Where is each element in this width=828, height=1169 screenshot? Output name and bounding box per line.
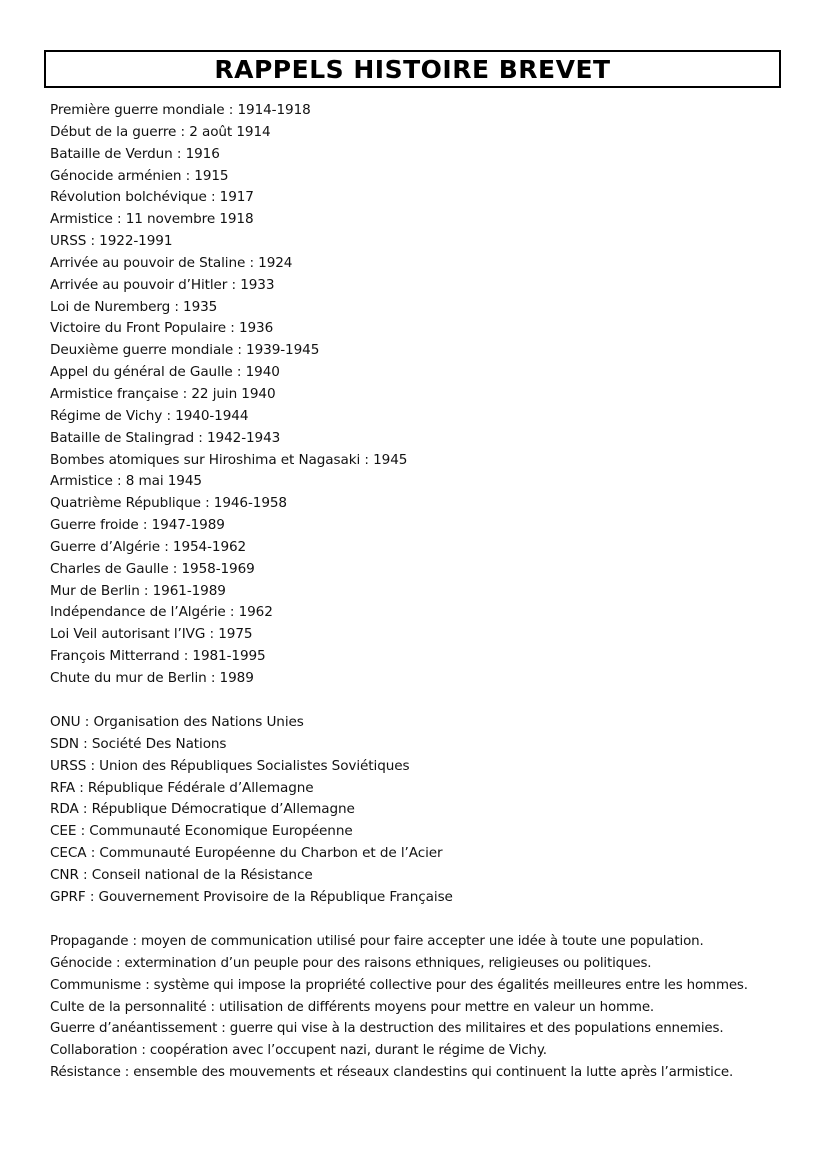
date-item: Deuxième guerre mondiale : 1939-1945 [50, 342, 320, 359]
definition-item: Propagande : moyen de communication utilisé pour faire accepter une idée à toute une population. [50, 934, 704, 949]
date-item: Première guerre mondiale : 1914-1918 [50, 102, 311, 118]
date-item: Appel du général de Gaulle : 1940 [50, 364, 280, 381]
acronym-item: SDN : Société Des Nations [50, 735, 227, 752]
date-item: Début de la guerre : 2 août 1914 [50, 123, 271, 140]
definition-item: Guerre d’anéantissement : guerre qui vise à la destruction des militaires et des populations ennemies. [50, 1021, 724, 1037]
acronym-item: CEE : Communauté Economique Européenne [50, 823, 353, 840]
date-item: Armistice : 11 novembre 1918 [50, 211, 254, 228]
acronym-item: CECA : Communauté Européenne du Charbon et de l’Acier [50, 845, 443, 862]
date-item: Guerre froide : 1947-1989 [50, 517, 225, 534]
date-item: Bataille de Verdun : 1916 [50, 145, 220, 162]
definition-item: Communisme : système qui impose la propriété collective pour des égalités meilleures entre les hommes. [50, 977, 748, 993]
date-item: Charles de Gaulle : 1958-1969 [50, 560, 255, 577]
date-item: Quatrième République : 1946-1958 [50, 495, 287, 512]
definition-item: Collaboration : coopération avec l’occupent nazi, durant le régime de Vichy. [50, 1043, 547, 1059]
acronym-item: ONU : Organisation des Nations Unies [50, 714, 304, 730]
date-item: Armistice : 8 mai 1945 [50, 473, 202, 490]
definition-item: Génocide : extermination d’un peuple pour des raisons ethniques, religieuses ou politiques. [50, 955, 652, 971]
date-item: Loi de Nuremberg : 1935 [50, 298, 218, 315]
date-item: François Mitterrand : 1981-1995 [50, 648, 266, 665]
acronyms-list [50, 712, 453, 909]
date-item: Arrivée au pouvoir de Staline : 1924 [50, 254, 293, 271]
definitions-list [50, 931, 748, 1084]
date-item: URSS : 1922-1991 [50, 233, 173, 250]
date-item: Guerre d’Algérie : 1954-1962 [50, 538, 247, 555]
date-item: Régime de Vichy : 1940-1944 [50, 407, 249, 424]
acronym-item: GPRF : Gouvernement Provisoire de la République Française [50, 888, 453, 905]
title-box [44, 50, 781, 88]
date-item: Indépendance de l’Algérie : 1962 [50, 604, 273, 621]
dates-list [50, 100, 407, 690]
definition-item: Résistance : ensemble des mouvements et réseaux clandestins qui continuent la lutte après l’armistice. [50, 1065, 734, 1081]
date-item: Révolution bolchévique : 1917 [50, 189, 254, 206]
acronym-item: RFA : République Fédérale d’Allemagne [50, 779, 314, 796]
date-item: Bombes atomiques sur Hiroshima et Nagasaki : 1945 [50, 451, 408, 468]
acronym-item: RDA : République Démocratique d’Allemagne [50, 801, 355, 818]
date-item: Armistice française : 22 juin 1940 [50, 385, 276, 402]
definition-item: Culte de la personnalité : utilisation de différents moyens pour mettre en valeur un homme. [50, 999, 655, 1015]
page-title: RAPPELS HISTOIRE BREVET [214, 54, 611, 84]
acronym-item: URSS : Union des Républiques Socialistes Soviétiques [50, 757, 410, 774]
date-item: Génocide arménien : 1915 [50, 167, 229, 184]
date-item: Victoire du Front Populaire : 1936 [50, 320, 274, 337]
date-item: Loi Veil autorisant l’IVG : 1975 [50, 626, 253, 643]
date-item: Arrivée au pouvoir d’Hitler : 1933 [50, 276, 275, 293]
date-item: Mur de Berlin : 1961-1989 [50, 582, 226, 599]
date-item: Chute du mur de Berlin : 1989 [50, 669, 254, 686]
acronym-item: CNR : Conseil national de la Résistance [50, 866, 313, 883]
date-item: Bataille de Stalingrad : 1942-1943 [50, 429, 281, 446]
